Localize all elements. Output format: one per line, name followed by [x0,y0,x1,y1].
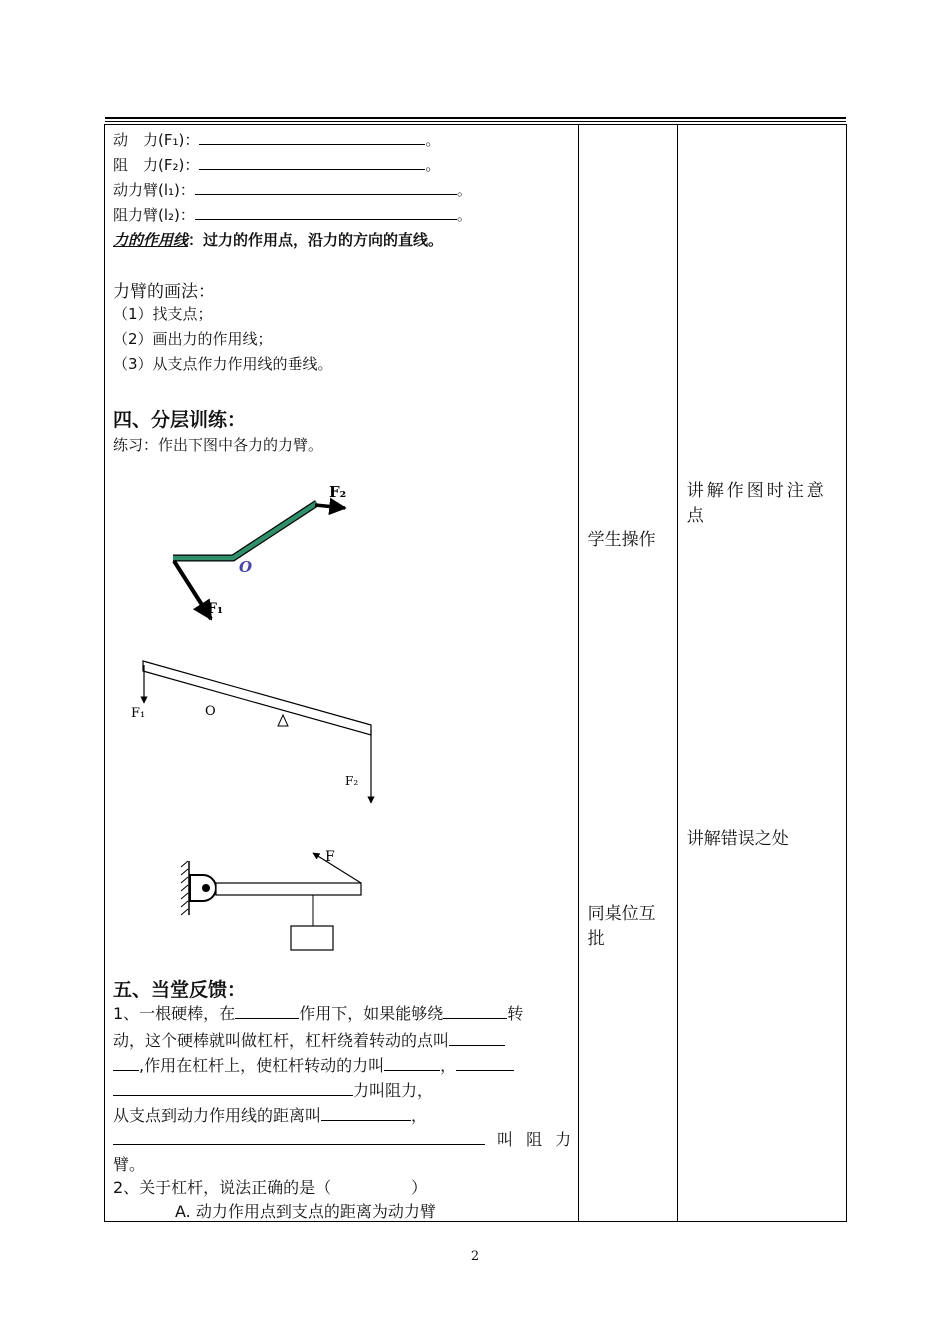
teacher-note-drawing-cont: 点 [686,506,704,526]
label-f: F [325,849,335,865]
section4-title: 四、分层训练： [113,409,247,431]
def-l1-label: 动力臂(l₁)： [113,181,195,199]
def-f2-period: 。 [425,156,441,174]
q1-text: ， [440,1056,457,1075]
q1-line6 [113,1127,575,1150]
q1-blank [113,1056,139,1071]
def-l2 [113,204,472,225]
figure-hinged-rod [173,845,373,985]
method-step: （1）找支点； [113,305,213,323]
def-f1-label: 动 力(F₁)： [113,131,200,149]
label-f2: F₂ [345,774,359,788]
q1-text: 从支点到动力作用线的距离叫 [113,1106,322,1125]
def-f1-period: 。 [425,131,441,149]
q1-text: 作用下，如果能够绕 [299,1004,444,1023]
fulcrum-triangle [278,715,288,726]
label-o: O [239,558,253,576]
rod [216,883,361,895]
q1-blank [113,1130,485,1145]
force-f1-arrow [174,561,211,619]
figure-bent-lever [155,475,415,635]
teacher-note-errors: 讲解错误之处 [686,829,789,849]
q1-text: 动，这个硬棒就叫做杠杆，杠杆绕着转动的点叫 [113,1031,450,1050]
q1-text: ， [411,1106,428,1125]
q1-line7: 臂。 [113,1155,146,1174]
def-f1-blank [199,130,425,145]
q1-text: 力叫阻力， [353,1081,434,1100]
q1-line3 [113,1053,514,1076]
line-of-action-definition [113,229,443,250]
figure-slanted-beam [123,655,393,815]
lesson-table [104,124,847,1222]
q1-text: ,作用在杠杆上，使杠杆转动的力叫 [139,1056,385,1075]
q2-question: 2、关于杠杆，说法正确的是（ ） [113,1178,428,1197]
def-l1 [113,179,472,200]
hinge-pin [202,884,210,892]
q1-blank [384,1056,440,1071]
def-l2-period: 。 [456,206,472,224]
def-f2-label: 阻 力(F₂)： [113,156,200,174]
def-l2-label: 阻力臂(l₂)： [113,206,195,224]
line-of-action-text: ：过力的作用点，沿力的方向的直线。 [188,231,444,249]
beam [143,661,371,735]
q1-text: 转 [507,1004,524,1023]
section5-title: 五、当堂反馈： [113,979,247,1001]
weight-block [291,926,333,950]
force-f-arrow [313,853,361,883]
bent-lever-bar [173,503,317,558]
line-of-action-term: 力的作用线 [113,231,189,249]
method-step: （2）画出力的作用线； [113,330,273,348]
q1-line4 [113,1078,433,1101]
def-f2-blank [199,155,425,170]
exercise-instruction: 练习：作出下图中各力的力臂。 [113,436,324,454]
activity-peer-check: 同桌位互 [587,904,656,924]
def-f2 [113,154,440,175]
page-number: 2 [470,1249,480,1264]
q1-blank [443,1004,507,1019]
label-o: O [205,704,216,719]
q1-text: 叫 阻 力 [497,1130,576,1149]
activity-column [578,125,677,1222]
q1-text: 1、一根硬棒，在 [113,1004,236,1023]
q2-option-a: A. 动力作用点到支点的距离为动力臂 [175,1202,436,1221]
wall [181,861,189,915]
force-f2-arrow [315,505,345,508]
q1-line5 [113,1103,427,1126]
content-column [105,125,579,1222]
teacher-note-drawing: 讲解作图时注意 [686,481,827,501]
q1-blank [235,1004,299,1019]
teacher-column [677,125,846,1222]
label-f1: F₁ [207,601,224,617]
q1-blank [449,1031,505,1046]
def-f1 [113,129,440,150]
method-step: （3）从支点作力作用线的垂线。 [113,355,333,373]
def-l1-blank [195,180,457,195]
activity-peer-check-cont: 批 [587,929,605,949]
def-l2-blank [195,205,457,220]
label-f1: F₁ [131,706,146,721]
header-rule-thick [105,117,846,119]
q1-line1 [113,1001,523,1024]
q1-blank [113,1081,353,1096]
q1-blank [456,1056,514,1071]
q1-blank [321,1106,411,1121]
header-rule-thin [105,121,846,122]
q1-line2 [113,1028,505,1051]
label-f2: F₂ [329,483,347,501]
activity-student-operation: 学生操作 [587,530,656,550]
def-l1-period: 。 [456,181,472,199]
method-title: 力臂的画法： [113,282,215,302]
